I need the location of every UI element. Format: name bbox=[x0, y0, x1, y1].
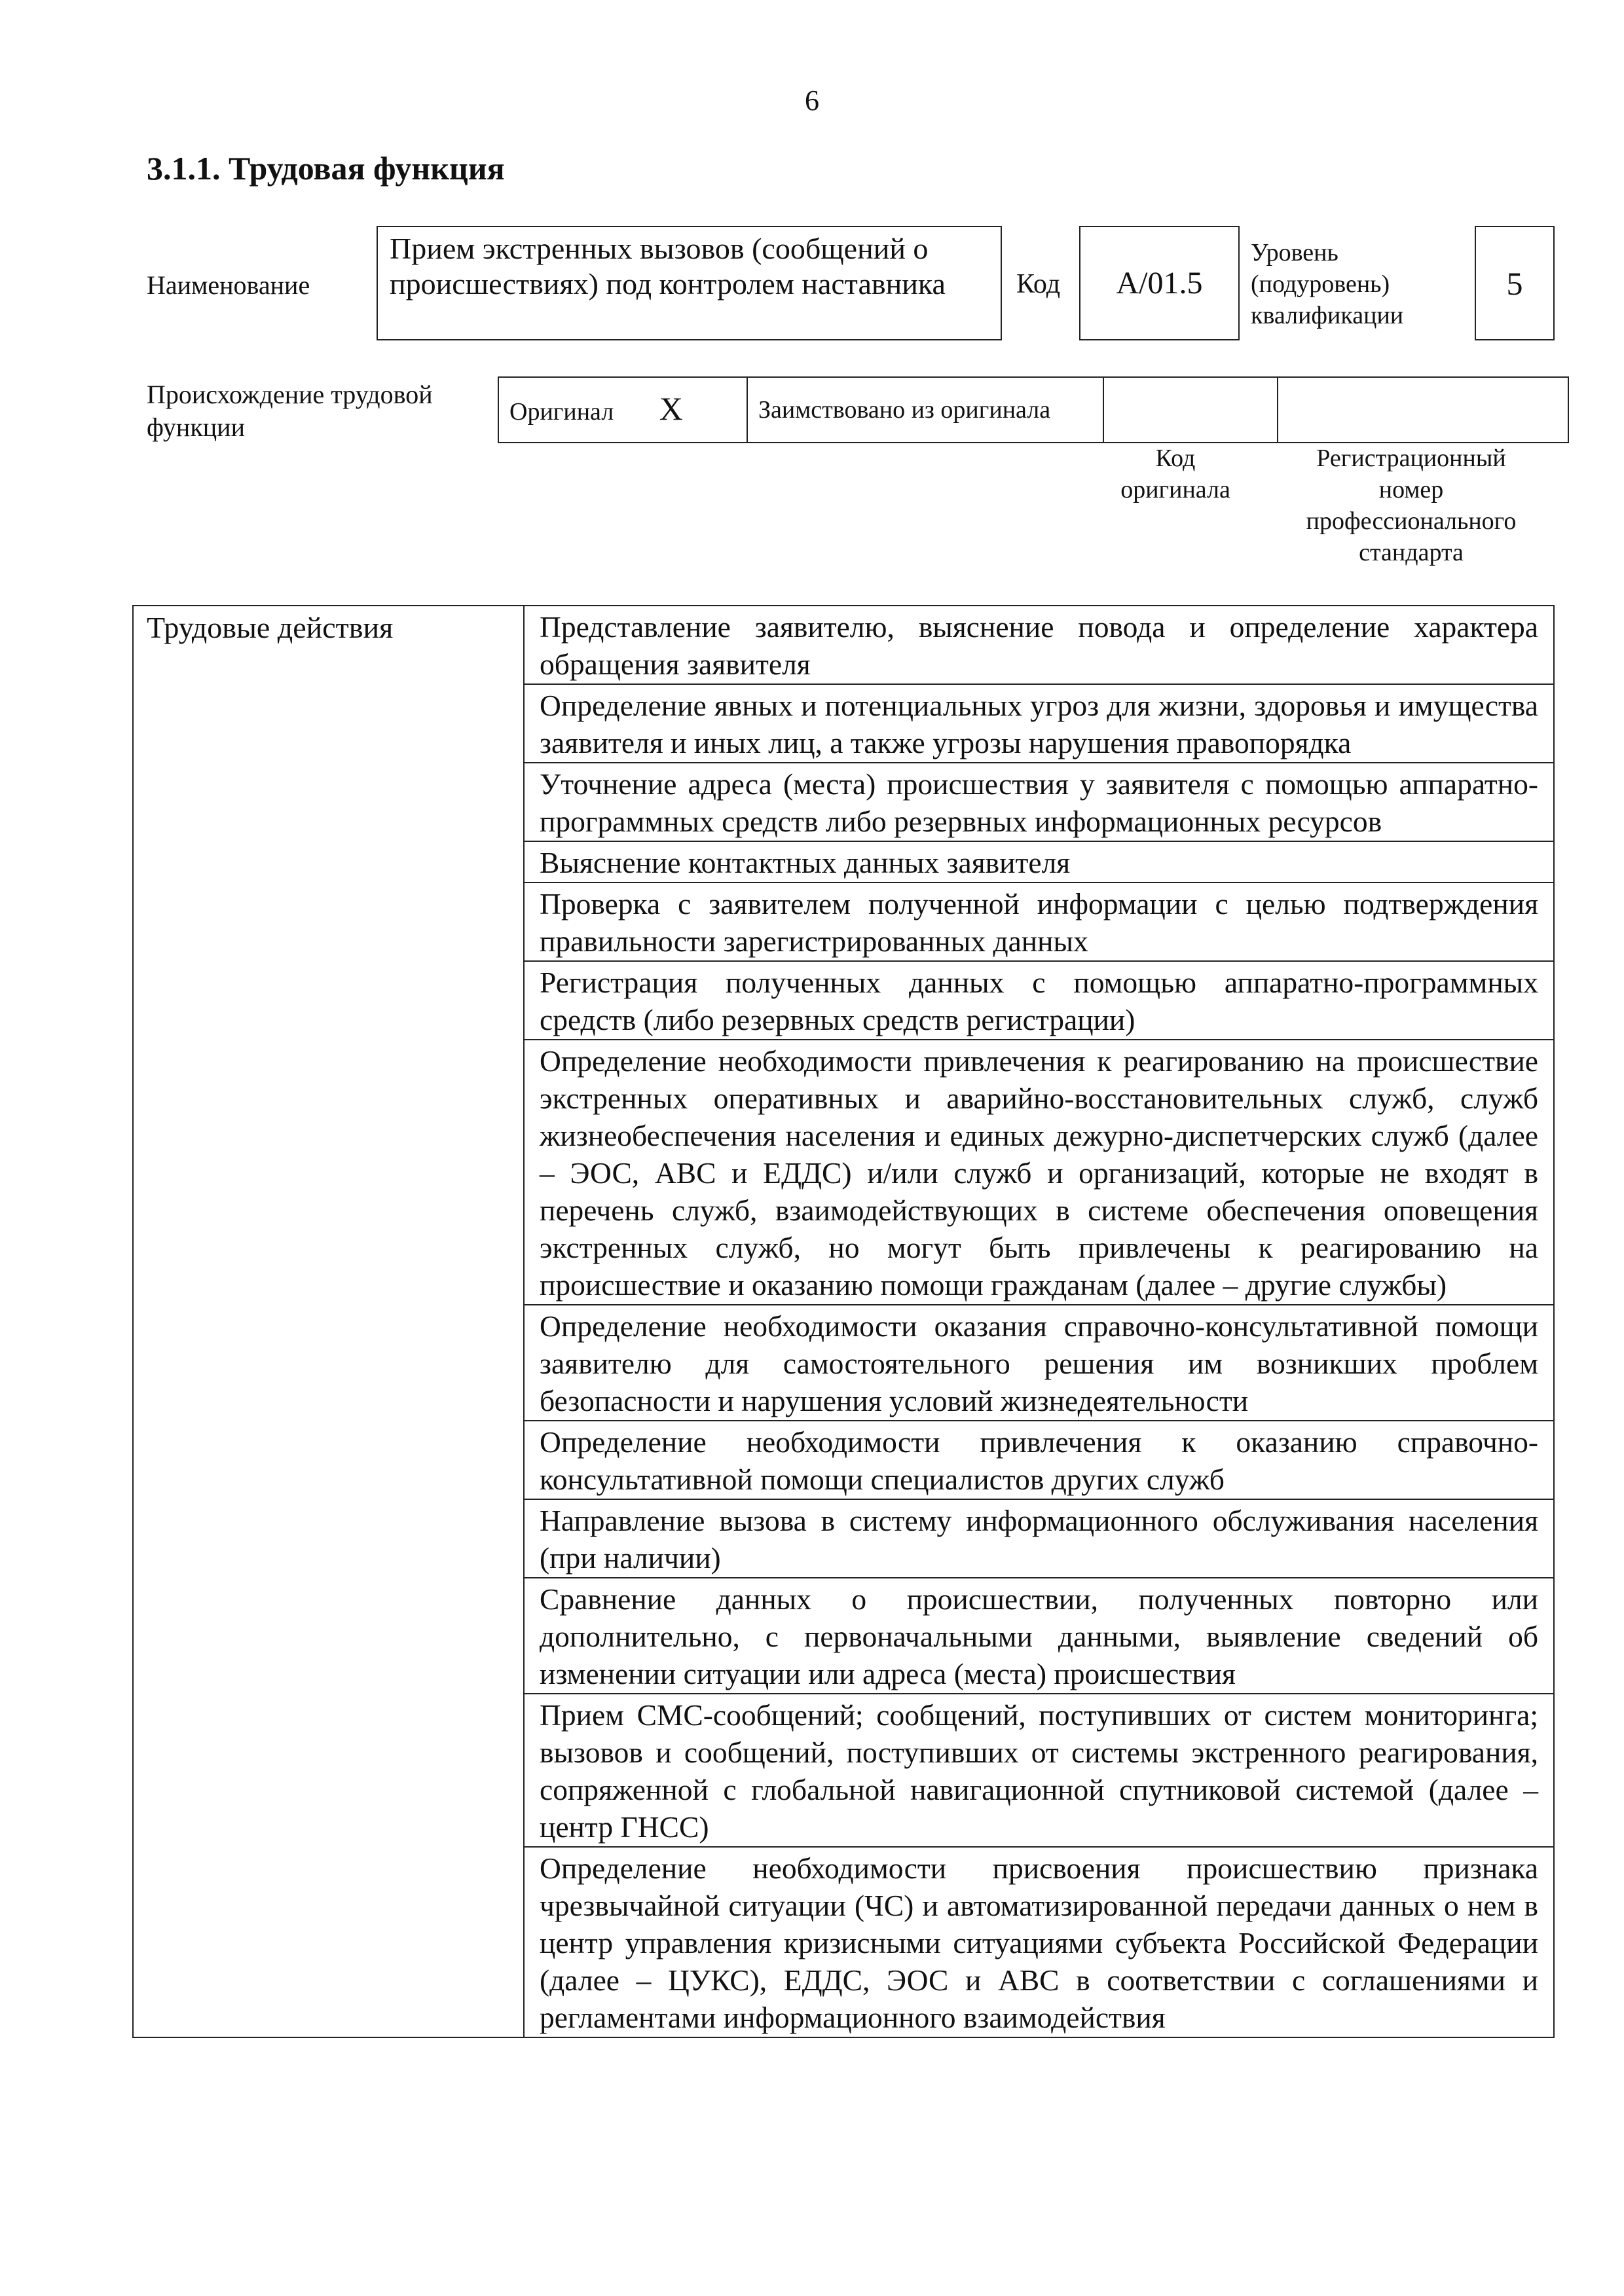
labor-action-text: Определение необходимости привлечения к оказанию справочно-консультативной помощи специалистов других служб bbox=[540, 1425, 1538, 1496]
reg-number-cell bbox=[1278, 377, 1568, 443]
labor-action-text: Проверка с заявителем полученной информации с целью подтверждения правильности зарегистрированных данных bbox=[540, 887, 1538, 958]
labor-actions-label: Трудовые действия bbox=[133, 606, 524, 2037]
labor-action-row bbox=[524, 961, 1554, 1040]
labor-actions-table bbox=[132, 605, 1555, 2038]
level-label bbox=[1251, 237, 1403, 331]
labor-action-row bbox=[524, 763, 1554, 841]
origin-table bbox=[498, 376, 1569, 443]
page-number: 6 bbox=[805, 84, 819, 117]
labor-action-text: Регистрация полученных данных с помощью аппаратно-программных средств (либо резервных средств регистрации) bbox=[540, 966, 1538, 1036]
labor-action-text: Определение явных и потенциальных угроз для жизни, здоровья и имущества заявителя и иных лиц, а также угрозы нарушения правопорядка bbox=[540, 689, 1538, 759]
code-value-box: A/01.5 bbox=[1079, 226, 1240, 340]
origin-label-line-1: Происхождение трудовой bbox=[147, 380, 433, 409]
code-label: Код bbox=[1016, 269, 1061, 299]
reg-number-caption bbox=[1264, 443, 1559, 568]
level-label-line-3: квалификации bbox=[1251, 302, 1404, 329]
reg-number-caption-line-4: стандарта bbox=[1359, 539, 1464, 566]
original-code-caption-line-2: оригинала bbox=[1120, 476, 1230, 503]
labor-action-row bbox=[524, 1847, 1554, 2037]
labor-action-row bbox=[524, 1694, 1554, 1847]
level-label-line-2: (подуровень) bbox=[1251, 270, 1390, 298]
labor-action-row bbox=[524, 1578, 1554, 1694]
labor-action-text: Определение необходимости оказания справочно-консультативной помощи заявителю для самостоятельного решения им возникших проблем безопасности и нарушения условий жизнедеятельности bbox=[540, 1309, 1538, 1417]
reg-number-caption-line-2: номер bbox=[1378, 476, 1444, 503]
labor-action-row bbox=[524, 684, 1554, 763]
labor-action-row bbox=[524, 1040, 1554, 1305]
name-value-box: Прием экстренных вызовов (сообщений о происшествиях) под контролем наставника bbox=[377, 226, 1002, 340]
labor-action-text: Определение необходимости присвоения происшествию признака чрезвычайной ситуации (ЧС) и автоматизированной передачи данных о нем в центр управления кризисными ситуациями субъекта Российской Федерации (далее – ЦУКС), ЕДДС, ЭОС и АВС в соответствии с соглашениями и регламентами информационного взаимодействия bbox=[540, 1851, 1538, 2034]
name-label: Наименование bbox=[147, 270, 310, 300]
labor-action-text: Сравнение данных о происшествии, полученных повторно или дополнительно, с первоначальными данными, выявление сведений об изменении ситуации или адреса (места) происшествия bbox=[540, 1582, 1538, 1690]
borrowed-cell: Заимствовано из оригинала bbox=[747, 377, 1103, 443]
original-code-caption-line-1: Код bbox=[1155, 445, 1196, 472]
labor-action-row bbox=[524, 1305, 1554, 1421]
reg-number-caption-line-3: профессионального bbox=[1306, 507, 1517, 535]
labor-action-text: Уточнение адреса (места) происшествия у заявителя с помощью аппаратно-программных средств либо резервных информационных ресурсов bbox=[540, 767, 1538, 838]
original-cell bbox=[498, 377, 747, 443]
labor-action-row bbox=[524, 841, 1554, 883]
labor-action-text: Прием СМС-сообщений; сообщений, поступивших от систем мониторинга; вызовов и сообщений, поступивших от системы экстренного реагирования, сопряженной с глобальной навигационной спутниковой системой (далее – центр ГНСС) bbox=[540, 1698, 1538, 1844]
labor-action-text: Определение необходимости привлечения к реагированию на происшествие экстренных оперативных и аварийно-восстановительных служб, служб жизнеобеспечения населения и единых дежурно-диспетчерских служб (далее – ЭОС, АВС и ЕДДС) и/или служб и организаций, которые не входят в перечень служб, взаимодействующих в системе обеспечения оповещения экстренных служб, но могут быть привлечены к реагированию на происшествие и оказанию помощи гражданам (далее – другие службы) bbox=[540, 1044, 1538, 1302]
labor-action-row bbox=[524, 1421, 1554, 1499]
original-label: Оригинал bbox=[509, 397, 614, 426]
section-title: 3.1.1. Трудовая функция bbox=[147, 150, 505, 187]
labor-action-row bbox=[524, 1499, 1554, 1578]
origin-label-line-2: функции bbox=[147, 412, 245, 442]
labor-action-text: Представление заявителю, выяснение повода и определение характера обращения заявителя bbox=[540, 610, 1538, 681]
original-code-caption bbox=[1087, 443, 1264, 505]
level-label-line-1: Уровень bbox=[1251, 239, 1338, 266]
original-mark: X bbox=[659, 390, 683, 427]
labor-action-text: Направление вызова в систему информационного обслуживания населения (при наличии) bbox=[540, 1504, 1538, 1575]
labor-action-row bbox=[524, 606, 1554, 684]
origin-label bbox=[147, 378, 433, 444]
reg-number-caption-line-1: Регистрационный bbox=[1316, 445, 1506, 472]
labor-action-row bbox=[524, 883, 1554, 961]
labor-action-text: Выяснение контактных данных заявителя bbox=[540, 846, 1071, 879]
level-value-box: 5 bbox=[1475, 226, 1555, 340]
original-code-cell bbox=[1103, 377, 1278, 443]
